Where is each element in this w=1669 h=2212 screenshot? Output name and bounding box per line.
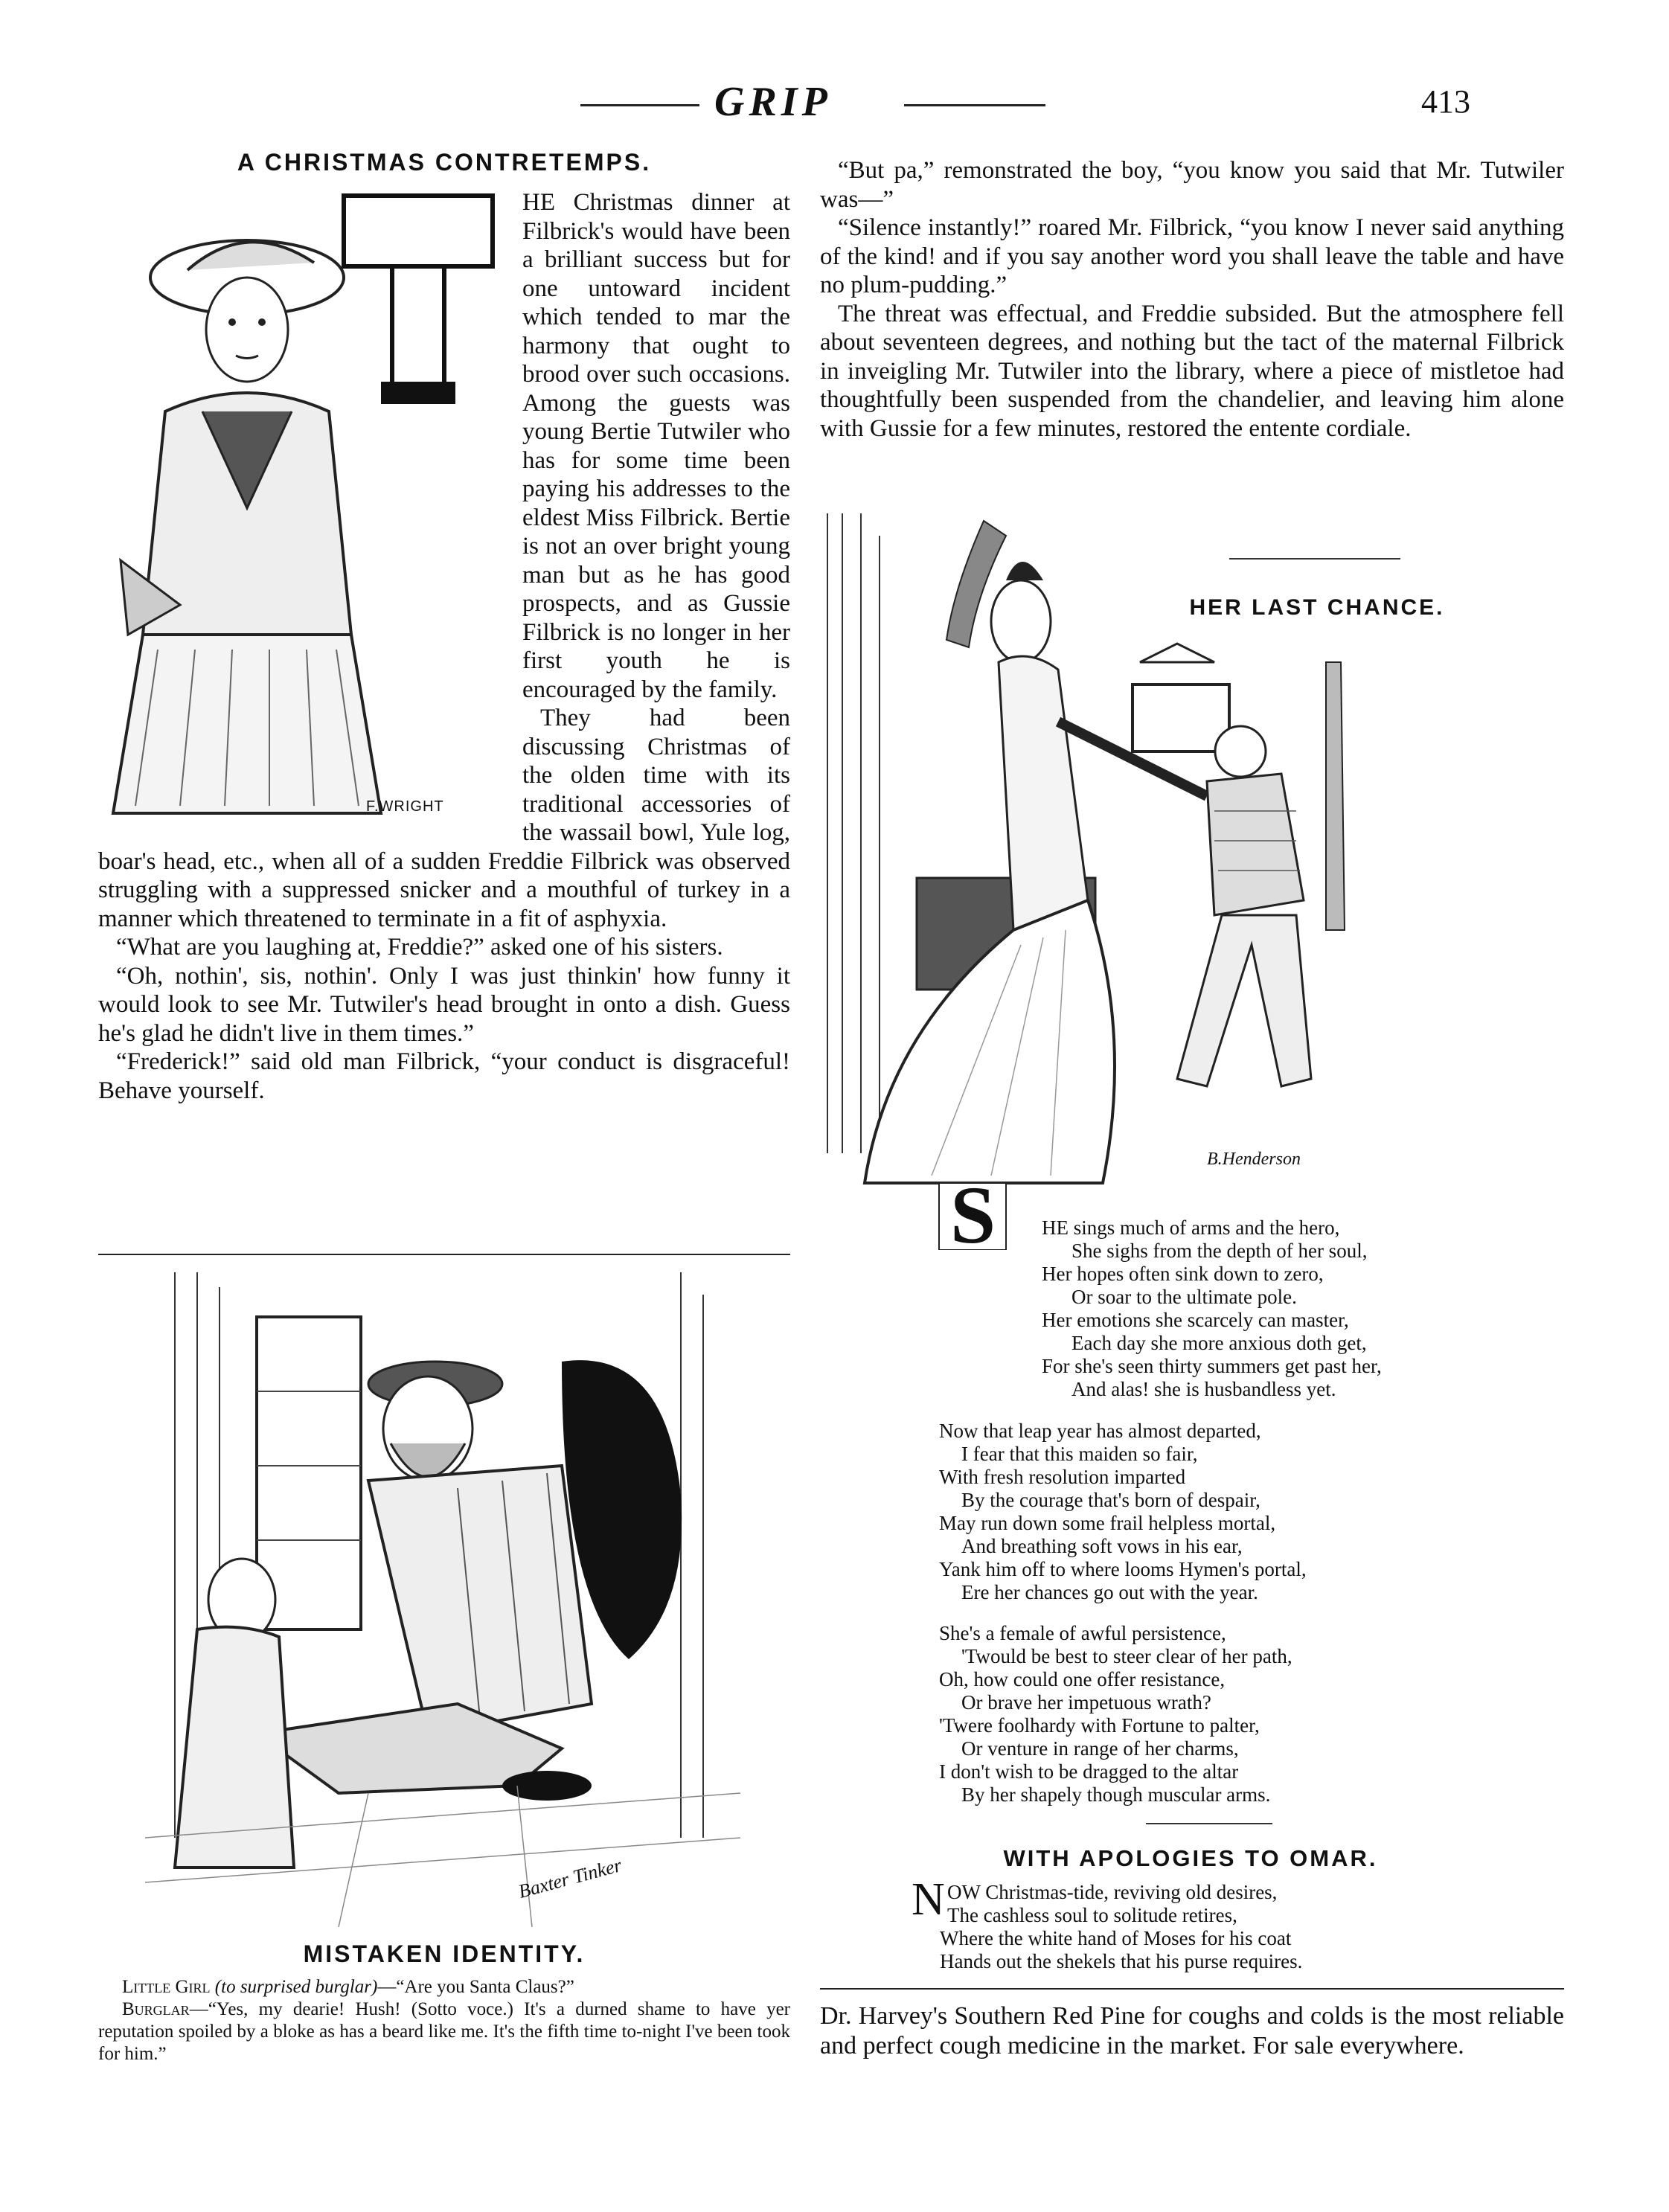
- poem-line: For she's seen thirty summers get past her,: [1042, 1355, 1382, 1377]
- poem-line: I fear that this maiden so fair,: [961, 1443, 1198, 1465]
- masthead-rule-left: [580, 104, 699, 106]
- article-heading: MISTAKEN IDENTITY.: [303, 1940, 586, 1967]
- poem-line: By her shapely though muscular arms.: [961, 1783, 1271, 1806]
- poem-line: Hands out the shekels that his purse requires.: [940, 1950, 1303, 1972]
- poem-line: Each day she more anxious doth get,: [1071, 1332, 1367, 1354]
- drop-cap-n: N: [912, 1874, 945, 1925]
- poem-stanza: [1042, 1216, 1577, 1401]
- page-number: 413: [1421, 83, 1470, 120]
- poem-line: And alas! she is husbandless yet.: [1071, 1378, 1336, 1400]
- poem-line: The cashless soul to solitude retires,: [947, 1904, 1237, 1926]
- article-paragraph: The threat was effectual, and Freddie subsided. But the atmosphere fell about seventeen degrees, and nothing but the tact of the maternal Filbrick in inveigling Mr. Tutwiler into the library, where a piece of mistletoe had thoughtfully been suspended from the chandelier, and leaving him alone with Gussie for a few minutes, restored the entente cordiale.: [820, 300, 1564, 442]
- dialogue: —“Yes, my dearie! Hush! (Sotto voce.) It's a durned shame to have yer reputation spoiled by a bloke as has a beard like me. It's the fifth time to-night I've been took for him.”: [98, 1999, 790, 2064]
- article-continuation: [820, 156, 1564, 443]
- poem-line: Or venture in range of her charms,: [961, 1737, 1239, 1760]
- poem-stanza: [939, 1622, 1534, 1807]
- article-paragraph: “Frederick!” said old man Filbrick, “your conduct is disgraceful! Behave yourself.: [98, 1048, 790, 1104]
- poem-line: Her emotions she scarcely can master,: [1042, 1309, 1349, 1331]
- poem-line: OW Christmas-tide, reviving old desires,: [947, 1881, 1278, 1903]
- poem-stanza: [939, 1420, 1534, 1604]
- poem-line: Where the white hand of Moses for his coat: [940, 1927, 1292, 1949]
- illustration-signature: Baxter Tinker: [516, 1854, 624, 1902]
- advertisement: Dr. Harvey's Southern Red Pine for coughs and colds is the most reliable and perfect cough medicine in the market. For sale everywhere.: [820, 2002, 1564, 2059]
- caption-line: [98, 1998, 790, 2065]
- omar-verse: [912, 1874, 1522, 1973]
- article-paragraph: “Silence instantly!” roared Mr. Filbrick, “you know I never said anything of the kind! and if you say another word you shall leave the table and have no plum-pudding.”: [820, 214, 1564, 298]
- section-divider: [1146, 1823, 1272, 1824]
- poem-line: And breathing soft vows in his ear,: [961, 1535, 1243, 1557]
- woman-with-fan-illustration: [98, 188, 515, 828]
- illustration-signature: B.Henderson: [1207, 1150, 1301, 1169]
- article-paragraph: “But pa,” remonstrated the boy, “you know you said that Mr. Tutwiler was—”: [820, 157, 1564, 213]
- masthead: [0, 78, 1669, 130]
- speaker-name: Burglar: [122, 1999, 190, 2019]
- caption-line: [98, 1976, 790, 1998]
- burglar-and-little-girl-illustration: [145, 1272, 740, 1927]
- article-paragraph: “What are you laughing at, Freddie?” asked one of his sisters.: [116, 934, 723, 961]
- mistaken-identity-caption: [98, 1976, 790, 2065]
- poem-line: Or soar to the ultimate pole.: [1071, 1286, 1297, 1308]
- poem-line: Her hopes often sink down to zero,: [1042, 1263, 1324, 1285]
- burglar-and-little-girl-icon: [145, 1272, 740, 1927]
- dancing-woman-and-man-icon: [820, 513, 1356, 1250]
- speaker-name: Little Girl: [122, 1977, 211, 1997]
- poem-line: HE sings much of arms and the hero,: [1042, 1216, 1340, 1239]
- article-paragraph: “Oh, nothin', sis, nothin'. Only I was just thinkin' how funny it would look to see Mr. Tutwiler's head brought in onto a dish. Guess he's glad he didn't live in them times.”: [98, 962, 790, 1047]
- dialogue: —“Are you Santa Claus?”: [377, 1977, 574, 1997]
- masthead-rule-right: [904, 104, 1045, 106]
- article-paragraph: They had been discussing Christmas of the olden time with its traditional accessories of the wassail bowl, Yule log, boar's head, etc., when all of a sudden Freddie Filbrick was observed struggling with a suppressed snicker and a mouthful of turkey in a manner which threatened to terminate in a fit of asphyxia.: [98, 705, 790, 932]
- article-heading: HER LAST CHANCE.: [1189, 595, 1445, 620]
- poem-line: Yank him off to where looms Hymen's portal,: [939, 1558, 1307, 1580]
- poem-line: By the courage that's born of despair,: [961, 1489, 1260, 1511]
- dancing-woman-and-man-illustration: [820, 513, 1356, 1250]
- article-heading: WITH APOLOGIES TO OMAR.: [1003, 1845, 1378, 1871]
- drop-cap-s: S: [950, 1170, 996, 1250]
- illustration-signature: F.WRIGHT: [366, 798, 444, 815]
- masthead-title: GRIP: [714, 79, 832, 125]
- poem-line: She's a female of awful persistence,: [939, 1622, 1226, 1644]
- poem-line: 'Twere foolhardy with Fortune to palter,: [939, 1714, 1260, 1737]
- poem-line: Ere her chances go out with the year.: [961, 1581, 1258, 1603]
- poem-line: Oh, how could one offer resistance,: [939, 1668, 1226, 1690]
- article-paragraph: HE Christmas dinner at Filbrick's would have been a brilliant success but for one untoward incident which tended to mar the harmony that ought to brood over such occasions. Among the guests was young Bertie Tutwiler who has for some time been paying his addresses to the eldest Miss Filbrick. Bertie is not an over bright young man but as he has good prospects, and as Gussie Filbrick is no longer in her first youth he is encouraged by the family.: [522, 189, 790, 703]
- article-heading: A CHRISTMAS CONTRETEMPS.: [237, 149, 652, 176]
- woman-with-fan-icon: [98, 188, 515, 828]
- poem-line: 'Twould be best to steer clear of her path,: [961, 1645, 1292, 1667]
- article-christmas-contretemps: [98, 149, 790, 1105]
- poem-line: May run down some frail helpless mortal,: [939, 1512, 1276, 1534]
- poem-line: Now that leap year has almost departed,: [939, 1420, 1261, 1442]
- poem-line: Or brave her impetuous wrath?: [961, 1691, 1211, 1714]
- poem-line: I don't wish to be dragged to the altar: [939, 1760, 1239, 1783]
- stage-direction: (to surprised burglar): [214, 1977, 378, 1997]
- poem-line: She sighs from the depth of her soul,: [1071, 1240, 1368, 1262]
- column-divider: [820, 1988, 1564, 1990]
- column-divider: [98, 1254, 790, 1255]
- section-divider: [1229, 558, 1400, 560]
- poem-line: With fresh resolution imparted: [939, 1466, 1186, 1488]
